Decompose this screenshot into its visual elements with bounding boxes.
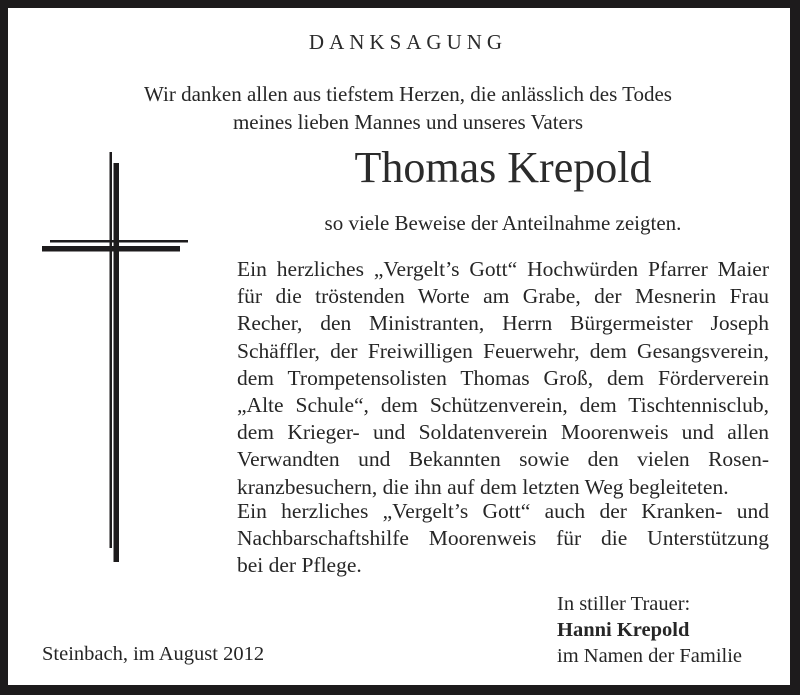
intro-line-2: meines lieben Mannes und unseres Vaters <box>232 110 584 134</box>
paragraph-line: Schäffler, der Freiwilligen Feuerwehr, dem Gesangsverein, <box>237 338 769 363</box>
paragraph-line: Verwandten und Bekannten sowie den vielen Rosen- <box>237 447 769 472</box>
acknowledgement-paragraph-1 <box>237 256 769 501</box>
paragraph-line: bei der Pflege. <box>237 553 362 578</box>
deceased-name: Thomas Krepold <box>354 143 652 192</box>
paragraph-line: „Alte Schule“, dem Schützenverein, dem Tischtennisclub, <box>237 393 769 418</box>
paragraph-line: Recher, den Ministranten, Herrn Bürgermeister Joseph <box>237 311 769 336</box>
paragraph-line: für die tröstenden Worte am Grabe, der Mesnerin Frau <box>237 284 769 309</box>
acknowledgement-paragraph-2 <box>237 498 769 580</box>
signature-name: Hanni Krepold <box>557 619 690 641</box>
signature-closing: In stiller Trauer: <box>557 593 691 615</box>
intro-text <box>8 80 790 136</box>
place-and-date: Steinbach, im August 2012 <box>42 643 265 665</box>
paragraph-line: Nachbarschaftshilfe Moorenweis für die Unterstützung <box>237 526 769 551</box>
signature-block <box>557 591 742 669</box>
cross-icon <box>38 148 208 578</box>
paragraph-line: dem Trompetensolisten Thomas Groß, dem Förderverein <box>237 365 769 390</box>
paragraph-line: Ein herzliches „Vergelt’s Gott“ Hochwürden Pfarrer Maier <box>237 257 769 281</box>
paragraph-line: dem Krieger- und Soldatenverein Moorenweis und allen <box>237 420 769 445</box>
paragraph-line: kranzbesuchern, die ihn auf dem letzten Weg begleiteten. <box>237 474 729 499</box>
page-title: DANKSAGUNG <box>308 30 508 54</box>
intro-closing-line: so viele Beweise der Anteilnahme zeigten. <box>324 211 682 235</box>
signature-family: im Namen der Familie <box>557 645 743 667</box>
paragraph-line: Ein herzliches „Vergelt’s Gott“ auch der Kranken- und <box>237 499 769 523</box>
intro-line-1: Wir danken allen aus tiefstem Herzen, die anlässlich des Todes <box>144 82 672 106</box>
